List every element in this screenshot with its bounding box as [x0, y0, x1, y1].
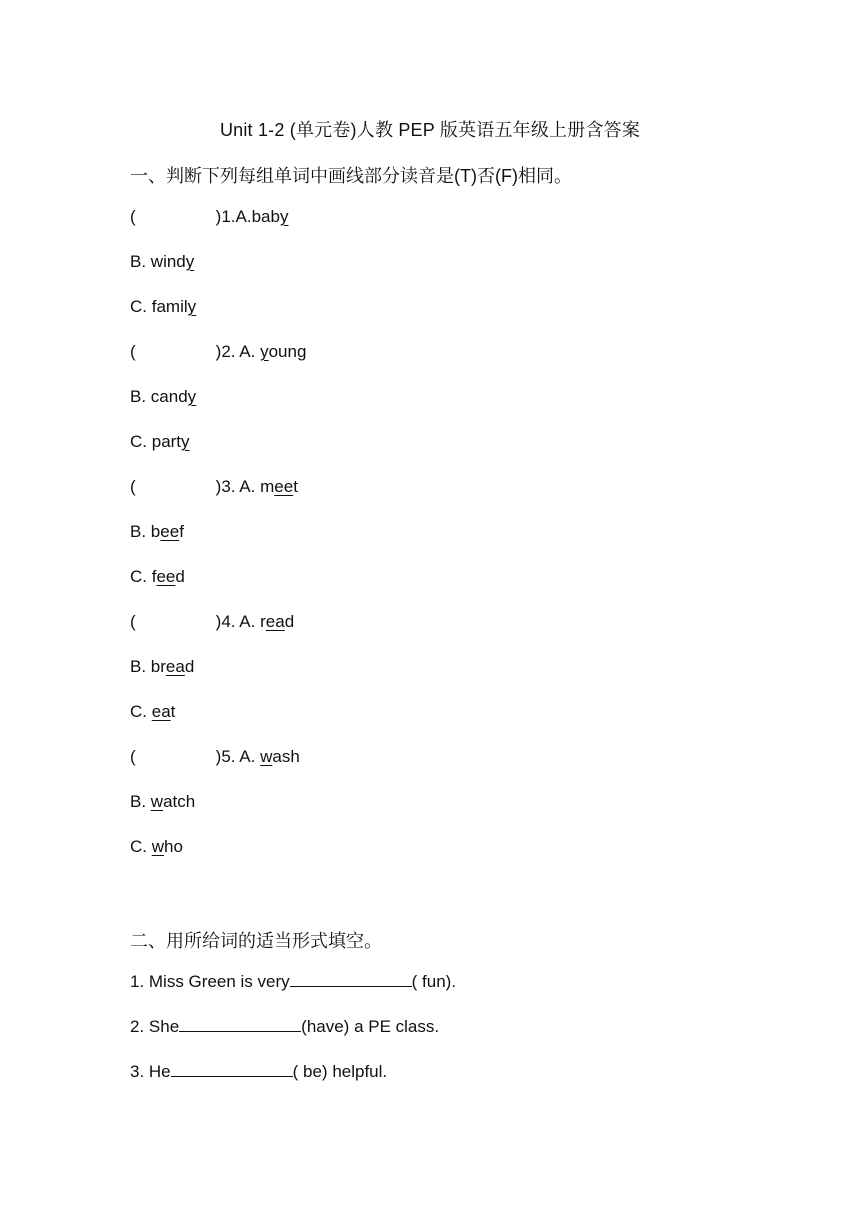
answer-paren-open: ( — [130, 477, 136, 496]
sentence-start: 2. She — [130, 1017, 180, 1036]
answer-paren-open: ( — [130, 747, 136, 766]
word-part: f — [179, 522, 184, 541]
underlined-letters: y — [279, 207, 289, 226]
option-label: B. — [130, 522, 151, 541]
question-1-option-c — [130, 297, 196, 317]
word-part: bab — [251, 207, 280, 226]
fill-in-item-2 — [130, 1017, 439, 1037]
word-part: t — [293, 477, 298, 496]
underlined-letters: w — [151, 837, 165, 856]
question-number: 1.A. — [221, 207, 252, 226]
question-2-option-b — [130, 387, 196, 407]
question-5-option-b — [130, 792, 195, 812]
question-4-option-a — [130, 612, 294, 632]
question-1-option-a — [130, 207, 288, 227]
answer-paren-close: ) — [215, 477, 222, 496]
underlined-letters: ea — [151, 702, 171, 721]
question-4-option-c — [130, 702, 175, 722]
fill-in-item-3 — [130, 1062, 387, 1082]
option-label: B. — [130, 387, 151, 406]
word-part: t — [170, 702, 176, 721]
word-part: br — [150, 657, 166, 676]
word-part: part — [151, 432, 182, 451]
word-part: m — [260, 477, 275, 496]
option-label: B. — [130, 792, 151, 811]
question-2-option-c — [130, 432, 190, 452]
fill-in-item-1 — [130, 972, 456, 992]
word-part: wind — [150, 252, 186, 271]
word-part: d — [184, 657, 195, 676]
underlined-letters: y — [187, 297, 197, 316]
question-number: 4. A. — [221, 612, 261, 631]
underlined-letters: ee — [160, 522, 180, 541]
sentence-start: 3. He — [130, 1062, 171, 1081]
sentence-end: ( fun). — [411, 972, 457, 991]
word-part: ho — [164, 837, 183, 856]
underlined-letters: y — [181, 432, 190, 451]
word-part: cand — [150, 387, 188, 406]
answer-paren-close: ) — [215, 342, 222, 361]
section-2-heading: 二、用所给词的适当形式填空。 — [130, 931, 382, 951]
option-label: B. — [130, 252, 151, 271]
question-number: 3. A. — [221, 477, 261, 496]
fill-blank[interactable] — [290, 972, 412, 987]
word-part: r — [260, 612, 266, 631]
answer-paren-close: ) — [215, 612, 222, 631]
underlined-letters: w — [150, 792, 164, 811]
word-part: b — [150, 522, 161, 541]
underlined-letters: ea — [165, 657, 185, 676]
word-part: d — [175, 567, 185, 586]
answer-paren-open: ( — [130, 342, 136, 361]
answer-paren-close: ) — [215, 747, 222, 766]
underlined-letters: ee — [156, 567, 176, 586]
sentence-start: 1. Miss Green is very — [130, 972, 290, 991]
option-label: C. — [130, 837, 152, 856]
question-4-option-b — [130, 657, 194, 677]
page-title: Unit 1-2 (单元卷)人教 PEP 版英语五年级上册含答案 — [219, 120, 641, 140]
question-3-option-c — [130, 567, 185, 587]
word-part: atch — [163, 792, 196, 811]
option-label: C. — [130, 297, 152, 316]
question-number: 2. A. — [221, 342, 261, 361]
answer-paren-close: ) — [215, 207, 222, 226]
fill-blank[interactable] — [179, 1017, 301, 1032]
underlined-letters: ee — [274, 477, 294, 496]
question-3-option-b — [130, 522, 184, 542]
question-3-option-a — [130, 477, 298, 497]
word-part: famil — [151, 297, 188, 316]
underlined-letters: y — [260, 342, 269, 361]
option-label: C. — [130, 567, 152, 586]
option-label: B. — [130, 657, 151, 676]
sentence-end: ( be) helpful. — [292, 1062, 388, 1081]
word-part: d — [284, 612, 295, 631]
fill-blank[interactable] — [171, 1062, 293, 1077]
underlined-letters: y — [185, 252, 195, 271]
question-5-option-a — [130, 747, 300, 767]
underlined-letters: w — [260, 747, 273, 766]
sentence-end: (have) a PE class. — [301, 1017, 440, 1036]
option-label: C. — [130, 432, 152, 451]
word-part: f — [151, 567, 157, 586]
question-number: 5. A. — [221, 747, 261, 766]
question-5-option-c — [130, 837, 183, 857]
option-label: C. — [130, 702, 152, 721]
answer-paren-open: ( — [130, 612, 136, 631]
answer-paren-open: ( — [130, 207, 136, 226]
word-part: ash — [272, 747, 300, 766]
word-part: oung — [268, 342, 307, 361]
question-2-option-a — [130, 342, 306, 362]
question-1-option-b — [130, 252, 194, 272]
underlined-letters: y — [187, 387, 197, 406]
section-1-heading: 一、判断下列每组单词中画线部分读音是(T)否(F)相同。 — [130, 166, 572, 186]
underlined-letters: ea — [265, 612, 285, 631]
